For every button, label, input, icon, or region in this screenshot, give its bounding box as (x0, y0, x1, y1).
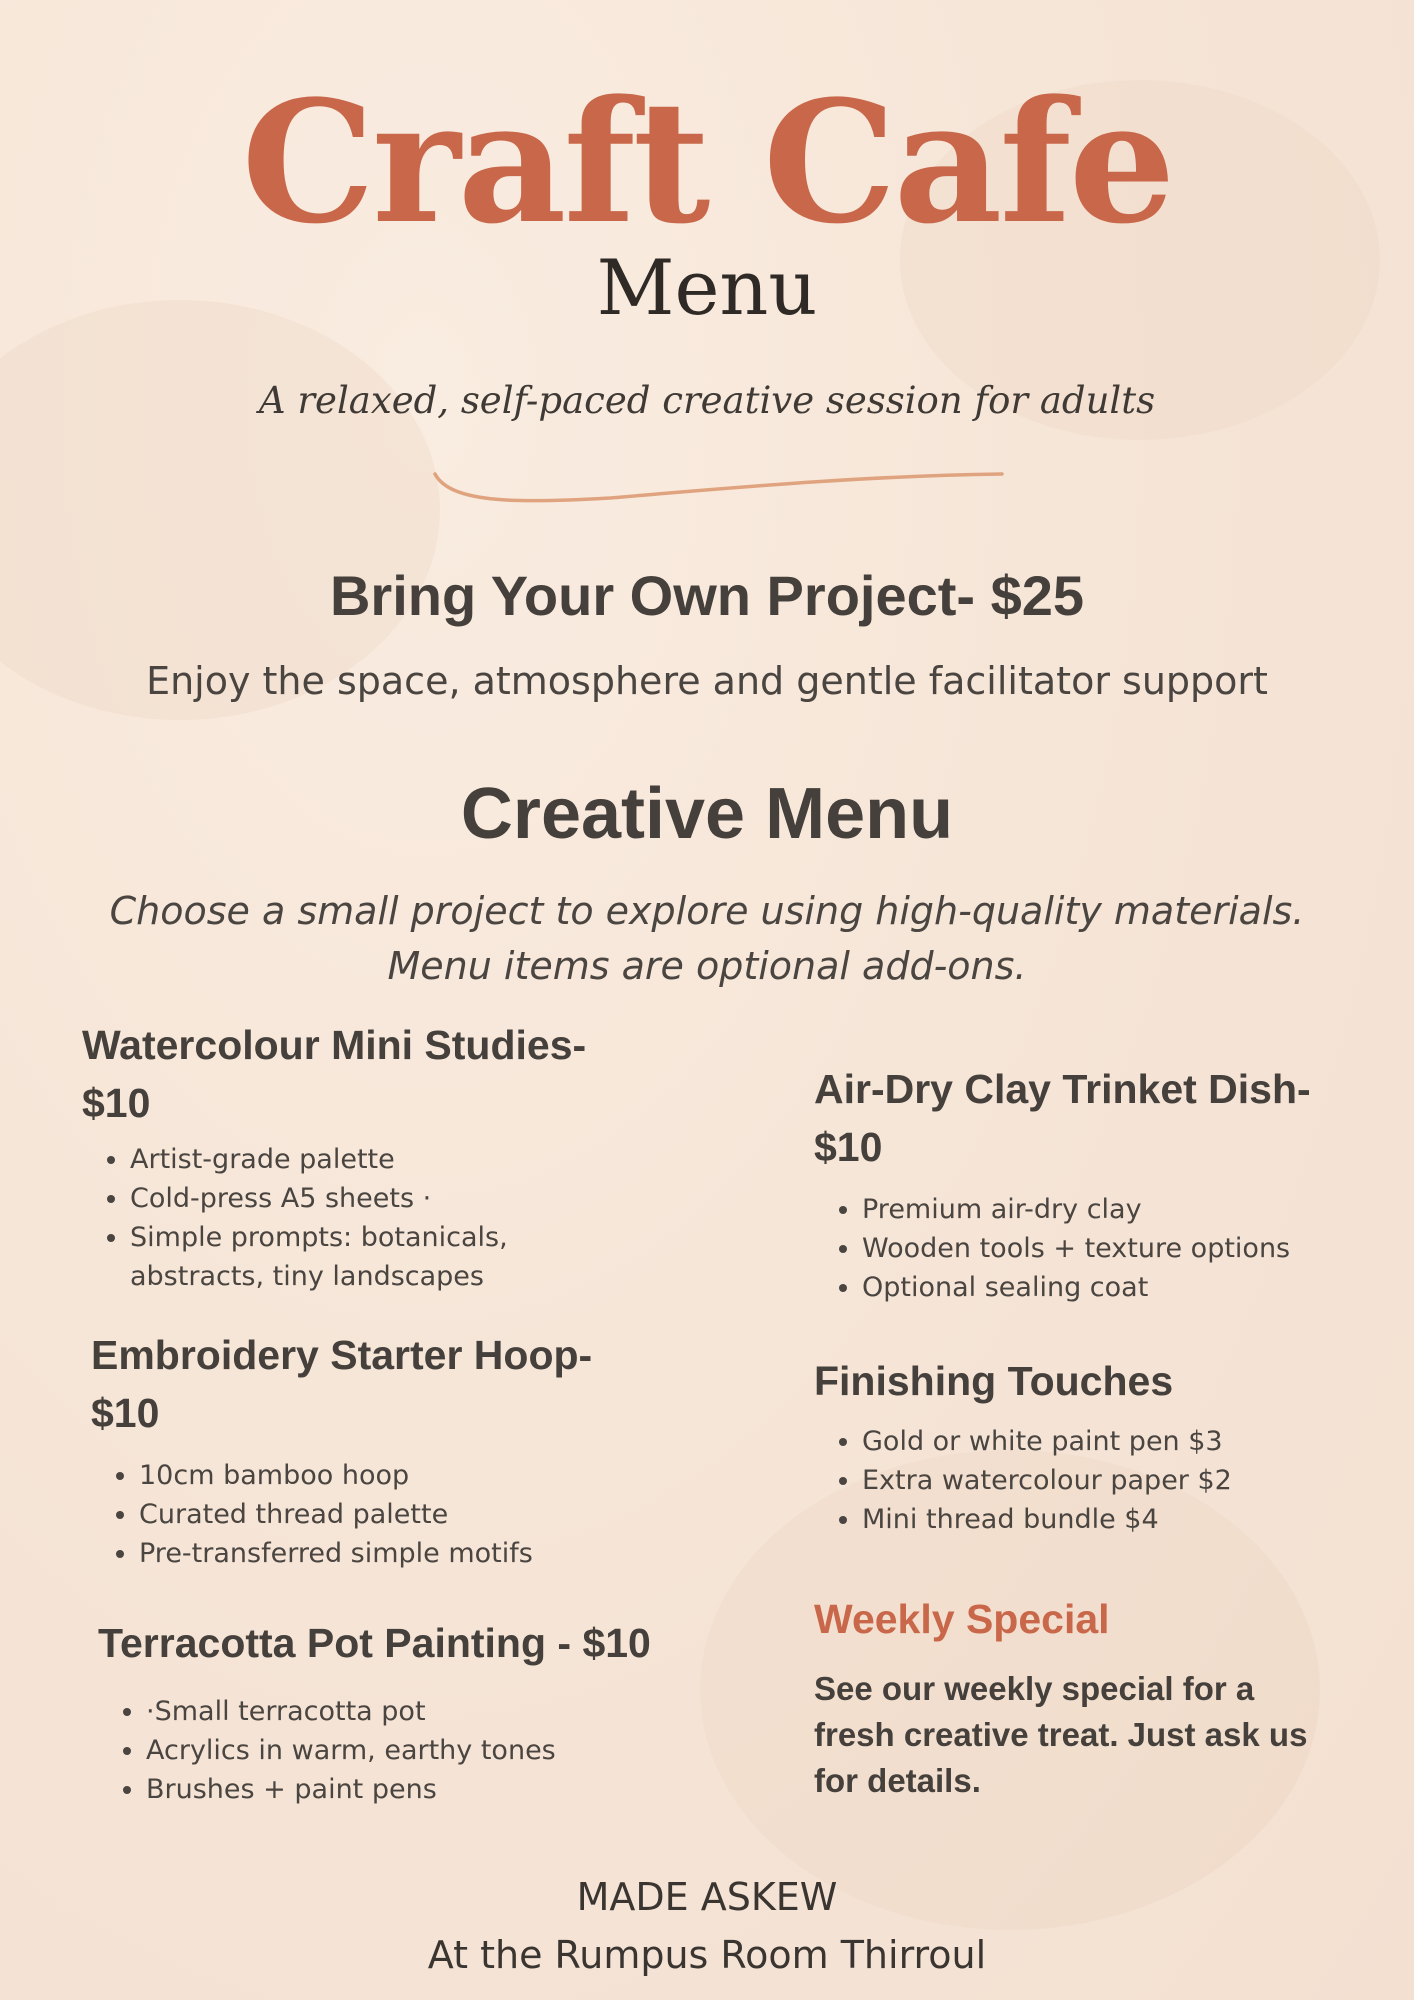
menu-item-title: Terracotta Pot Painting - $10 (98, 1620, 651, 1666)
footer-brand: MADE ASKEW (576, 1875, 838, 1919)
menu-title: Craft Cafe (241, 63, 1173, 261)
list-item: • Wooden tools + texture options (862, 1229, 1334, 1268)
menu-item-finishing (814, 1352, 1334, 1539)
creative-menu-description (0, 884, 1414, 994)
menu-item-title: Finishing Touches (814, 1358, 1174, 1404)
creative-menu-title: Creative Menu (460, 774, 954, 854)
list-item: • Premium air-dry clay (862, 1190, 1334, 1229)
list-item: • Acrylics in warm, earthy tones (146, 1731, 738, 1770)
menu-item-title: Watercolour Mini Studies- $10 (82, 1022, 587, 1126)
list-item: • Optional sealing coat (862, 1268, 1334, 1307)
creative-menu-description-line: Choose a small project to explore using high-quality materials. (109, 889, 1305, 933)
weekly-special-title: Weekly Special (814, 1596, 1110, 1642)
list-item: • Simple prompts: botanicals, abstracts, tiny landscapes (130, 1218, 642, 1296)
menu-item-title: Air-Dry Clay Trinket Dish- $10 (814, 1066, 1311, 1170)
menu-item-watercolour (82, 1016, 642, 1296)
list-item: • Pre-transferred simple motifs (139, 1534, 651, 1573)
menu-item-clay (814, 1060, 1334, 1307)
byop-title: Bring Your Own Project- $25 (329, 564, 1085, 627)
menu-item-embroidery (91, 1326, 651, 1573)
menu-subtitle: Menu (596, 243, 818, 332)
creative-menu-description-line: Menu items are optional add-ons. (387, 944, 1027, 988)
menu-item-points (91, 1456, 651, 1573)
weekly-special-text: See our weekly special for a fresh creative treat. Just ask us for details. (814, 1670, 1308, 1799)
menu-item-terracotta (98, 1614, 738, 1809)
menu-item-title: Embroidery Starter Hoop- $10 (91, 1332, 593, 1436)
list-item: • 10cm bamboo hoop (139, 1456, 651, 1495)
list-item: • Gold or white paint pen $3 (862, 1422, 1334, 1461)
menu-item-points (98, 1692, 738, 1809)
weekly-special (814, 1590, 1334, 1804)
decorative-swoosh (430, 462, 1010, 512)
list-item: • Curated thread palette (139, 1495, 651, 1534)
menu-tagline: A relaxed, self-paced creative session for adults (258, 379, 1156, 422)
menu-item-points (814, 1190, 1334, 1307)
list-item: • ·Small terracotta pot (146, 1692, 738, 1731)
paper-stain (0, 300, 440, 720)
list-item: • Mini thread bundle $4 (862, 1500, 1334, 1539)
list-item: • Cold-press A5 sheets · (130, 1179, 642, 1218)
menu-item-points (814, 1422, 1334, 1539)
byop-description: Enjoy the space, atmosphere and gentle facilitator support (146, 659, 1268, 703)
menu-item-points (82, 1140, 642, 1296)
list-item: • Brushes + paint pens (146, 1770, 738, 1809)
list-item: • Extra watercolour paper $2 (862, 1461, 1334, 1500)
list-item: • Artist-grade palette (130, 1140, 642, 1179)
footer-location: At the Rumpus Room Thirroul (427, 1933, 987, 1977)
